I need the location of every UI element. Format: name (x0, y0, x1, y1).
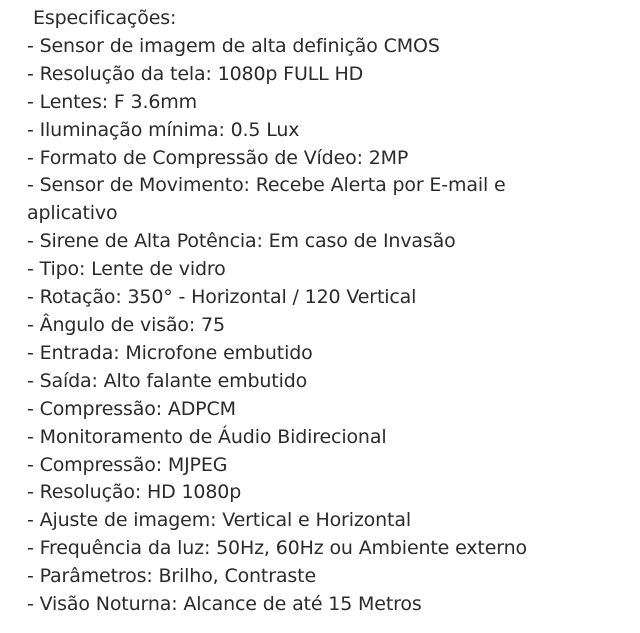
spec-line: - Sirene de Alta Potência: Em caso de Invasão (27, 230, 456, 253)
spec-line: - Rotação: 350° - Horizontal / 120 Vertical (27, 286, 417, 309)
spec-line: aplicativo (27, 202, 118, 225)
spec-line: - Resolução da tela: 1080p FULL HD (27, 62, 364, 85)
spec-line: - Resolução: HD 1080p (27, 481, 242, 504)
spec-line: - Parâmetros: Brilho, Contraste (27, 565, 316, 588)
specifications-heading: Especificações: (33, 7, 177, 29)
spec-line: - Compressão: ADPCM (27, 397, 236, 420)
spec-line: - Frequência da luz: 50Hz, 60Hz ou Ambiente externo (27, 537, 527, 560)
spec-line: - Iluminação mínima: 0.5 Lux (27, 118, 300, 141)
spec-line: - Sensor de imagem de alta definição CMOS (27, 34, 440, 57)
spec-line: - Ajuste de imagem: Vertical e Horizontal (27, 509, 411, 532)
spec-line: - Monitoramento de Áudio Bidirecional (27, 425, 387, 448)
spec-line: - Formato de Compressão de Vídeo: 2MP (27, 146, 409, 169)
spec-line: - Lentes: F 3.6mm (27, 90, 198, 113)
specifications-text (27, 5, 633, 619)
spec-line: - Entrada: Microfone embutido (27, 341, 313, 364)
spec-line: - Visão Noturna: Alcance de até 15 Metros (27, 593, 422, 616)
spec-line: - Compressão: MJPEG (27, 453, 228, 476)
spec-line: - Sensor de Movimento: Recebe Alerta por E-mail e (27, 174, 506, 197)
spec-line: - Ângulo de visão: 75 (27, 313, 225, 336)
spec-line: - Tipo: Lente de vidro (27, 258, 226, 281)
spec-line: - Saída: Alto falante embutido (27, 369, 308, 392)
